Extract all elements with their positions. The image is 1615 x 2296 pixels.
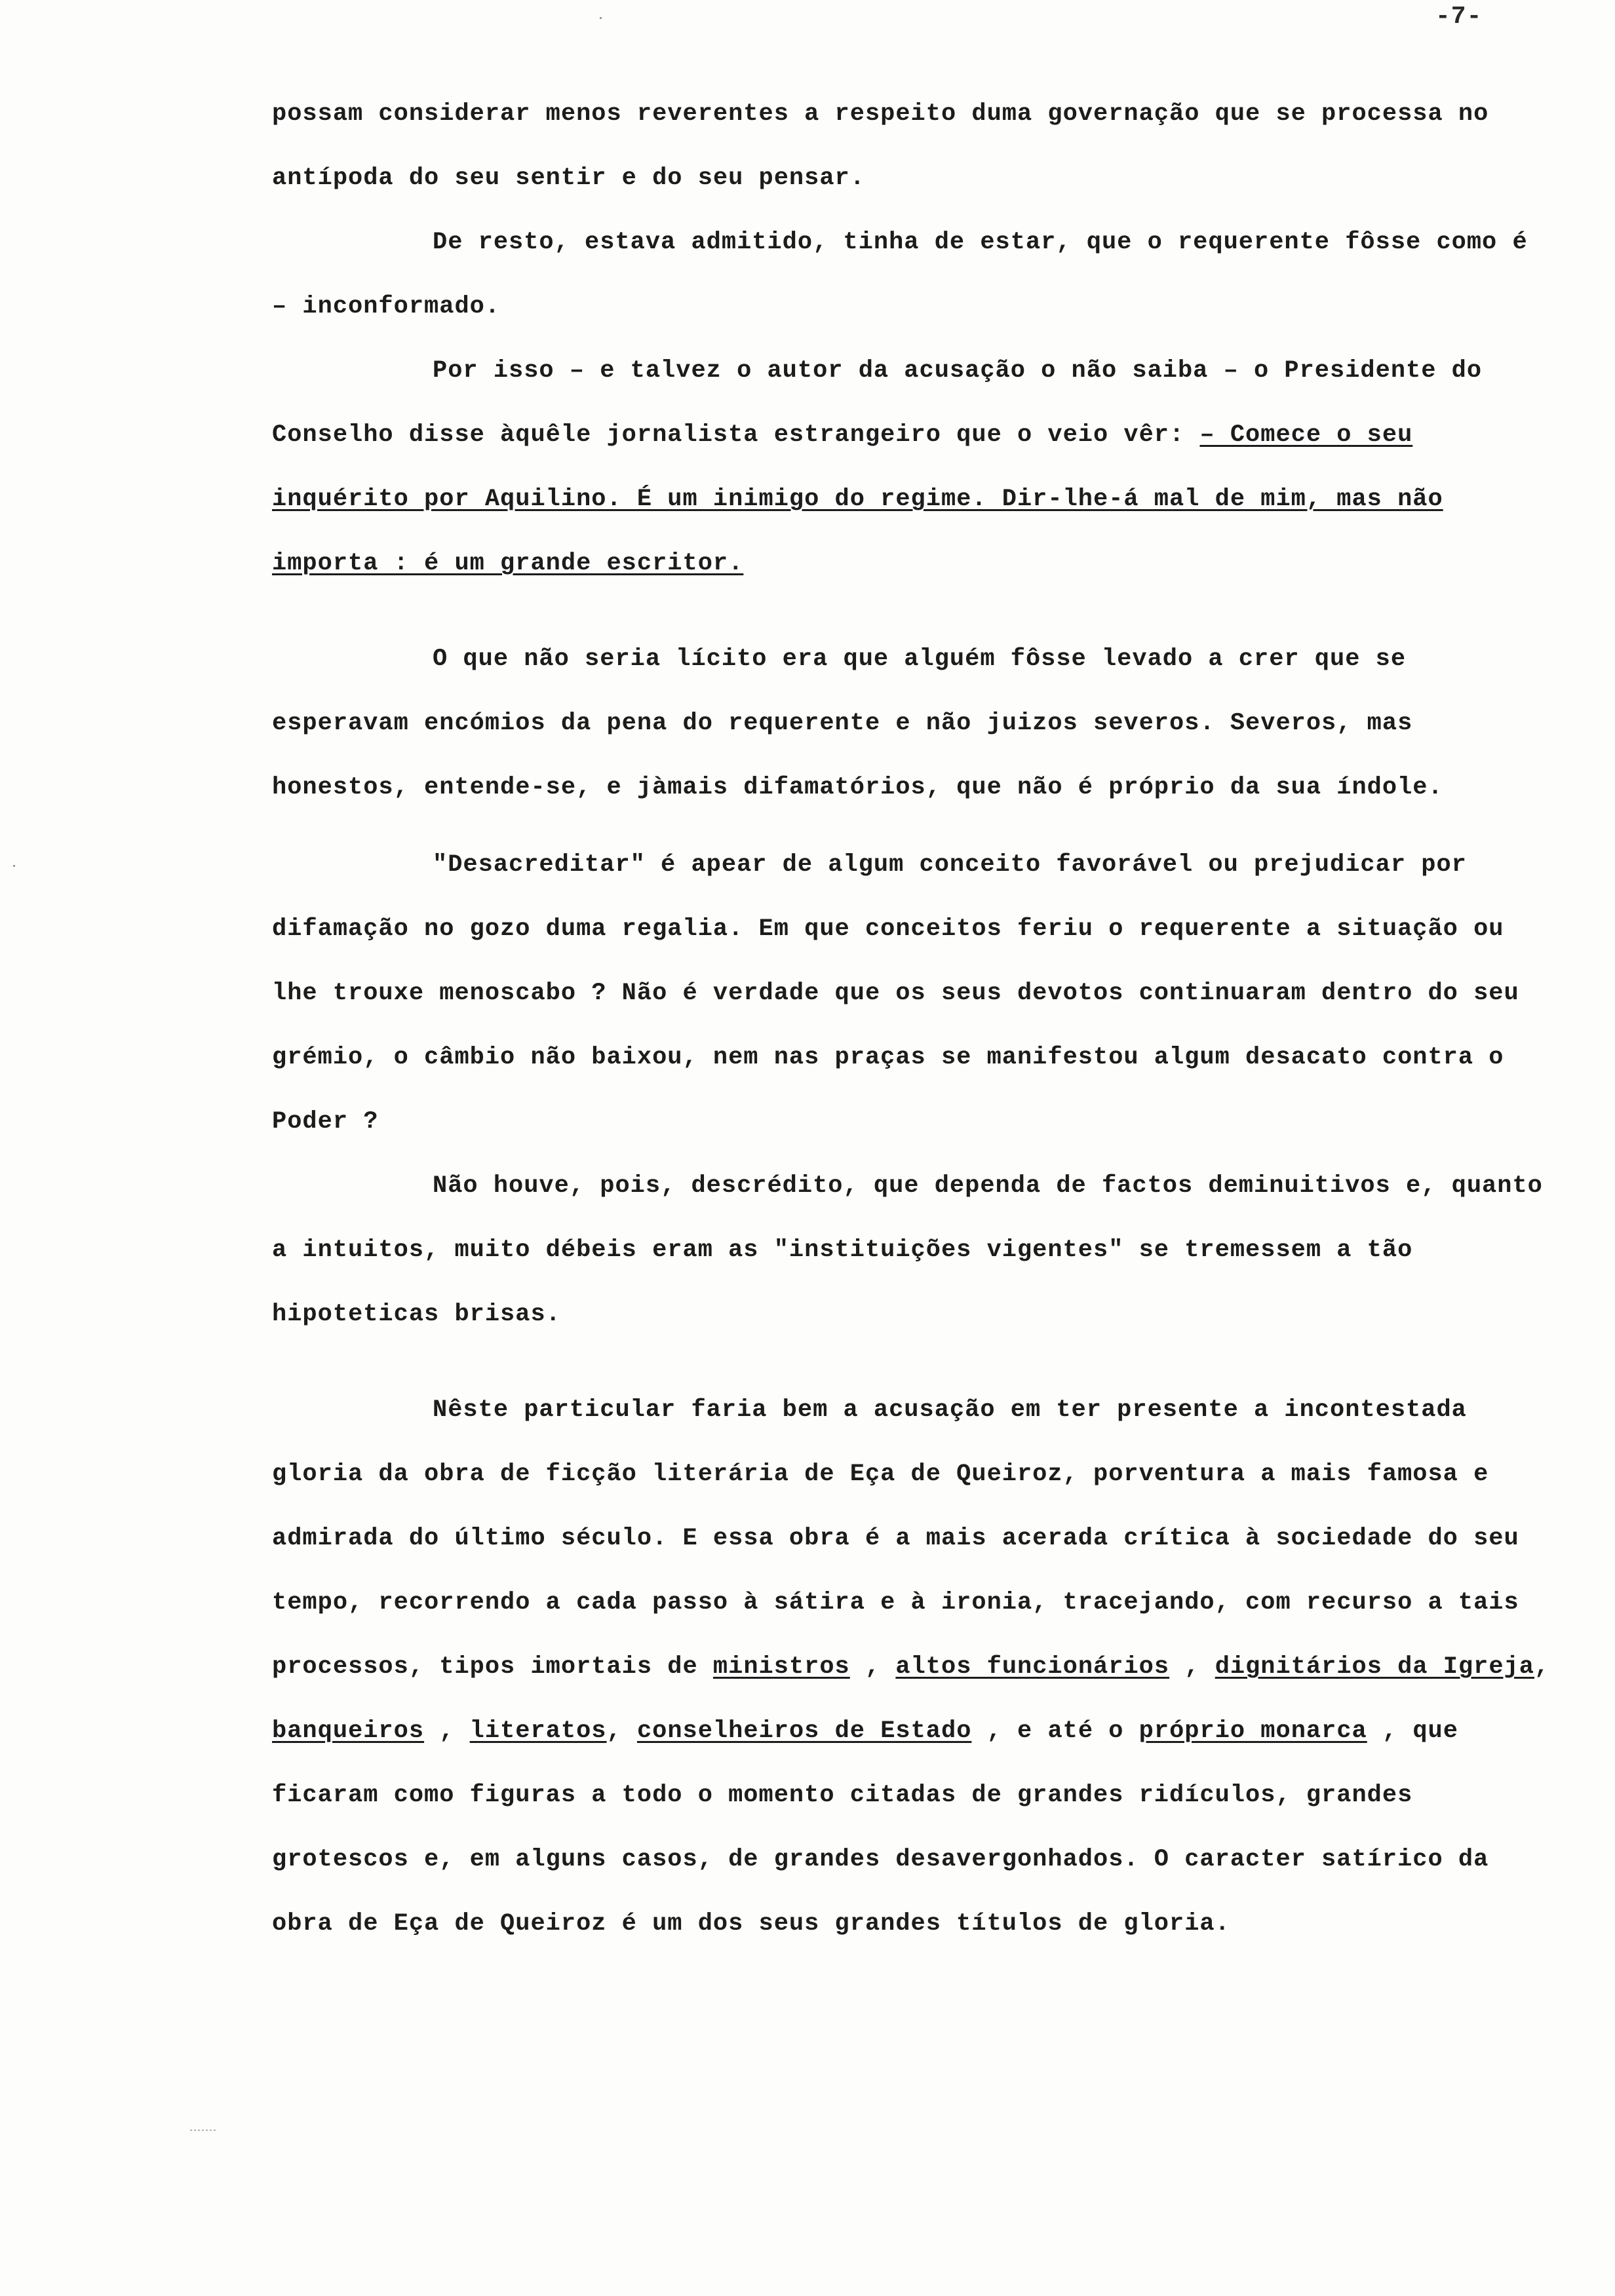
paragraph-7-text-before: Nêste particular faria bem a acusação em ter presente a incontestada gloria da obra de ficção literária de Eça de Queiroz, porventura a mais famosa e admirada do último século. E essa obra é a mais acerada crítica à sociedade do seu tempo, recorrendo a cada passo à sátira e à ironia, tracejando, com recurso a tais processos, tipos imortais de <box>272 1396 1519 1681</box>
connector: , <box>1169 1653 1215 1681</box>
underlined-term-banqueiros: banqueiros <box>272 1717 425 1745</box>
underlined-term-altos-funcionarios: altos funcionários <box>895 1653 1170 1681</box>
connector: , <box>606 1717 637 1745</box>
underlined-term-conselheiros: conselheiros de Estado <box>636 1717 972 1745</box>
paragraph-7-text-after: , que ficaram como figuras a todo o momento citadas de grandes ridículos, grandes grotescos e, em alguns casos, de grandes desavergonhados. O caracter satírico da obra de Eça de Queiroz é um dos seus grandes títulos de gloria. <box>272 1717 1489 1938</box>
paragraph-3-quote: – Comece o seu inquérito por Aquilino. É um inimigo do regime. Dir-lhe-á mal de mim, mas não importa : é um grande escritor. <box>272 421 1443 577</box>
paragraph-6: Não houve, pois, descrédito, que dependa de factos deminuitivos e, quanto a intuitos, muito débeis eram as "instituições vigentes" se tremessem a tão hipoteticas brisas. <box>272 1172 1543 1328</box>
connector: , <box>424 1717 470 1745</box>
paragraph-7 <box>272 1378 1557 1956</box>
scan-speck <box>13 865 15 867</box>
paragraph-3 <box>272 339 1557 596</box>
connector: , e até o <box>971 1717 1139 1745</box>
underlined-term-dignitarios: dignitários da Igreja <box>1215 1653 1534 1681</box>
underlined-term-literatos: literatos <box>469 1717 607 1745</box>
body-text <box>272 82 1557 1956</box>
paragraph-3-text: Por isso – e talvez o autor da acusação o não saiba – o Presidente do Conselho disse àquêle jornalista estrangeiro que o veio vêr: <box>272 357 1483 449</box>
scan-speck <box>600 17 602 19</box>
scan-mark <box>190 2130 216 2131</box>
paragraph-4: O que não seria lícito era que alguém fôsse levado a crer que se esperavam encómios da pena do requerente e não juizos severos. Severos, mas honestos, entende-se, e jàmais difamatórios, que não é próprio da sua índole. <box>272 645 1443 801</box>
connector: , <box>849 1653 896 1681</box>
paragraph-1: possam considerar menos reverentes a respeito duma governação que se processa no antípoda do seu sentir e do seu pensar. <box>272 100 1489 192</box>
paragraph-2: De resto, estava admitido, tinha de estar, que o requerente fôsse como é – inconformado. <box>272 229 1528 320</box>
page-number: -7- <box>1435 3 1483 31</box>
underlined-term-ministros: ministros <box>712 1653 850 1681</box>
paragraph-5: "Desacreditar" é apear de algum conceito favorável ou prejudicar por difamação no gozo duma regalia. Em que conceitos feriu o requerente a situação ou lhe trouxe menoscabo ? Não é verdade que os seus devotos continuaram dentro do seu grémio, o câmbio não baixou, nem nas praças se manifestou algum desacato contra o Poder ? <box>272 851 1519 1136</box>
connector: , <box>1534 1653 1550 1681</box>
underlined-term-proprio-monarca: próprio monarca <box>1138 1717 1367 1745</box>
